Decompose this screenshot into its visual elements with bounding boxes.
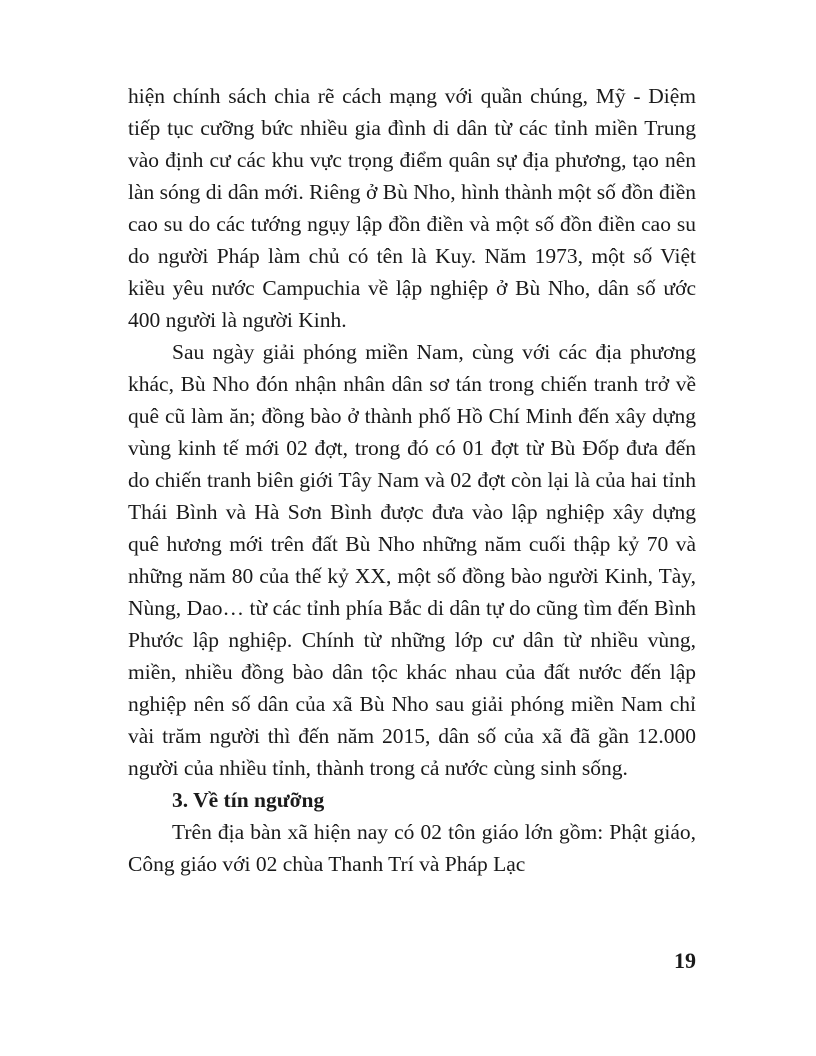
section-heading: 3. Về tín ngưỡng <box>172 788 325 812</box>
paragraph-post-liberation: Sau ngày giải phóng miền Nam, cùng với các địa phương khác, Bù Nho đón nhận nhân dân sơ tán trong chiến tranh trở về quê cũ làm ăn; đồng bào ở thành phố Hồ Chí Minh đến xây dựng vùng kinh tế mới 02 đợt, trong đó có 01 đợt từ Bù Đốp đưa đến do chiến tranh biên giới Tây Nam và 02 đợt còn lại là của hai tỉnh Thái Bình và Hà Sơn Bình được đưa vào lập nghiệp xây dựng quê hương mới trên đất Bù Nho những năm cuối thập kỷ 70 và những năm 80 của thế kỷ XX, một số đồng bào người Kinh, Tày, Nùng, Dao… từ các tỉnh phía Bắc di dân tự do cũng tìm đến Bình Phước lập nghiệp. Chính từ những lớp cư dân từ nhiều vùng, miền, nhiều đồng bào dân tộc khác nhau của đất nước đến lập nghiệp nên số dân của xã Bù Nho sau giải phóng miền Nam chỉ vài trăm người thì đến năm 2015, dân số của xã đã gần 12.000 người của nhiều tỉnh, thành trong cả nước cùng sinh sống. <box>128 340 696 780</box>
page-number: 19 <box>674 948 696 973</box>
paragraph-continued: hiện chính sách chia rẽ cách mạng với quần chúng, Mỹ - Diệm tiếp tục cưỡng bức nhiều gia đình di dân từ các tỉnh miền Trung vào định cư các khu vực trọng điểm quân sự địa phương, tạo nên làn sóng di dân mới. Riêng ở Bù Nho, hình thành một số đồn điền cao su do các tướng ngụy lập đồn điền và một số đồn điền cao su do người Pháp làm chủ có tên là Kuy. Năm 1973, một số Việt kiều yêu nước Campuchia về lập nghiệp ở Bù Nho, dân số ước 400 người là người Kinh. <box>128 84 696 332</box>
body-text <box>128 80 696 880</box>
paragraph-religion: Trên địa bàn xã hiện nay có 02 tôn giáo lớn gồm: Phật giáo, Công giáo với 02 chùa Thanh Trí và Pháp Lạc <box>128 820 696 876</box>
